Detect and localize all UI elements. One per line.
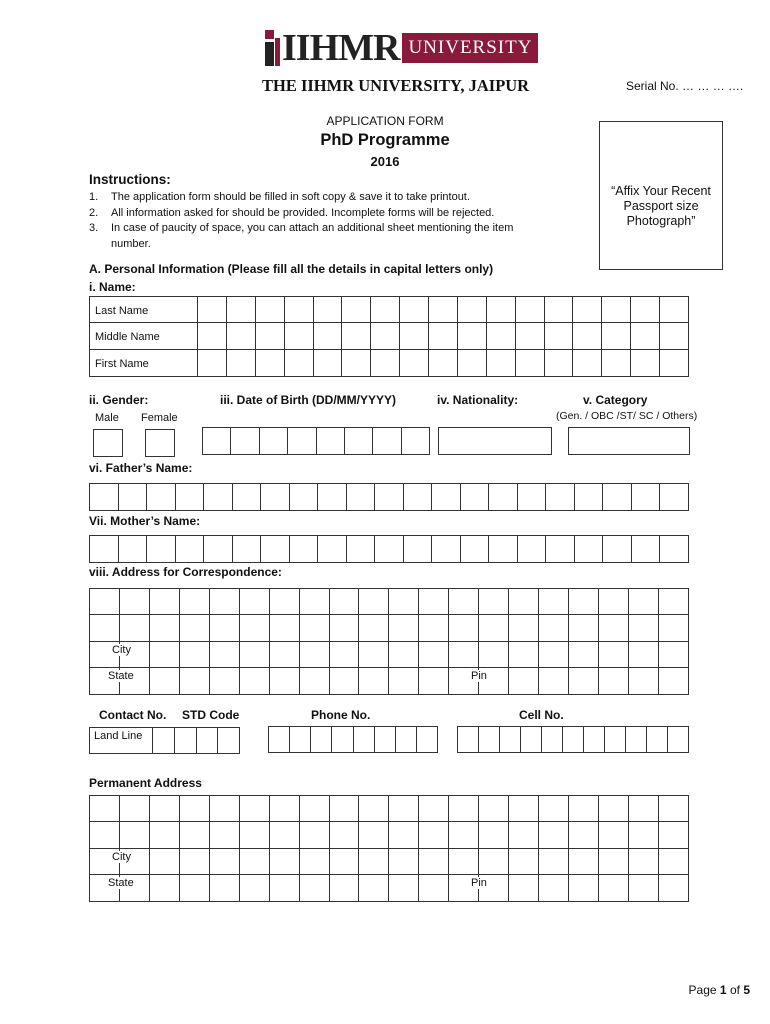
cell-grid[interactable]: [457, 726, 689, 753]
correspondence-address-grid[interactable]: [89, 588, 689, 695]
section-a-heading: A. Personal Information (Please fill all the details in capital letters only): [89, 262, 494, 276]
name-grid[interactable]: [89, 296, 689, 377]
middle-name-label: Middle Name: [95, 331, 160, 343]
photo-text-line3: Photograph”: [626, 214, 696, 228]
instruction-item: 2. All information asked for should be provided. Incomplete forms will be rejected.: [89, 206, 495, 219]
mother-name-grid[interactable]: [89, 535, 689, 563]
dob-grid[interactable]: [202, 427, 430, 455]
programme-title: PhD Programme: [320, 131, 450, 149]
permanent-pin-label: Pin: [471, 877, 487, 889]
std-code-grid[interactable]: [152, 727, 240, 754]
logo-mark-icon: [262, 30, 282, 66]
logo-text: IIHMR: [282, 27, 400, 69]
phone-grid[interactable]: [268, 726, 438, 753]
cell-label: Cell No.: [519, 708, 564, 722]
contact-label: Contact No.: [99, 708, 167, 722]
correspondence-address-label: viii. Address for Correspondence:: [89, 565, 282, 579]
category-hint: (Gen. / OBC /ST/ SC / Others): [556, 410, 698, 422]
std-code-label: STD Code: [182, 708, 240, 722]
nationality-field[interactable]: [438, 427, 552, 455]
photo-text-line2: Passport size: [623, 199, 699, 213]
name-label: i. Name:: [89, 280, 136, 294]
female-label: Female: [141, 412, 178, 424]
nationality-label: iv. Nationality:: [437, 393, 519, 407]
male-checkbox[interactable]: [93, 429, 123, 457]
permanent-state-label: State: [108, 877, 134, 889]
correspondence-pin-label: Pin: [471, 670, 487, 682]
photo-text-line1: “Affix Your Recent: [611, 184, 711, 198]
gender-label: ii. Gender:: [89, 393, 149, 407]
permanent-address-grid[interactable]: [89, 795, 689, 902]
phone-label: Phone No.: [311, 708, 371, 722]
category-label: v. Category: [583, 393, 648, 407]
instruction-item: 3. In case of paucity of space, you can attach an additional sheet mentioning the item number.: [89, 222, 514, 250]
category-field[interactable]: [568, 427, 690, 455]
logo-badge: UNIVERSITY: [402, 33, 538, 63]
serial-number-label: Serial No. … … … ….: [626, 79, 744, 93]
dob-label: iii. Date of Birth (DD/MM/YYYY): [220, 393, 397, 407]
male-label: Male: [95, 412, 119, 424]
form-year: 2016: [370, 154, 400, 169]
mother-name-label: Vii. Mother’s Name:: [89, 514, 201, 528]
father-name-grid[interactable]: [89, 483, 689, 511]
correspondence-state-label: State: [108, 670, 134, 682]
female-checkbox[interactable]: [145, 429, 175, 457]
instruction-item: 1. The application form should be filled in soft copy & save it to take printout.: [89, 191, 470, 203]
form-label: APPLICATION FORM: [326, 114, 444, 128]
instructions-list: [89, 190, 549, 252]
permanent-city-label: City: [112, 851, 131, 863]
correspondence-city-label: City: [112, 644, 131, 656]
landline-label: Land Line: [94, 730, 143, 742]
instructions-heading: Instructions:: [89, 172, 171, 187]
page-number: Page 1 of 5: [688, 983, 750, 997]
father-name-label: vi. Father’s Name:: [89, 461, 193, 475]
photo-box[interactable]: [599, 121, 723, 270]
university-title: THE IIHMR UNIVERSITY, JAIPUR: [262, 76, 530, 95]
last-name-label: Last Name: [95, 304, 149, 317]
first-name-label: First Name: [95, 358, 149, 370]
permanent-address-label: Permanent Address: [89, 776, 202, 790]
university-logo: [262, 27, 538, 69]
